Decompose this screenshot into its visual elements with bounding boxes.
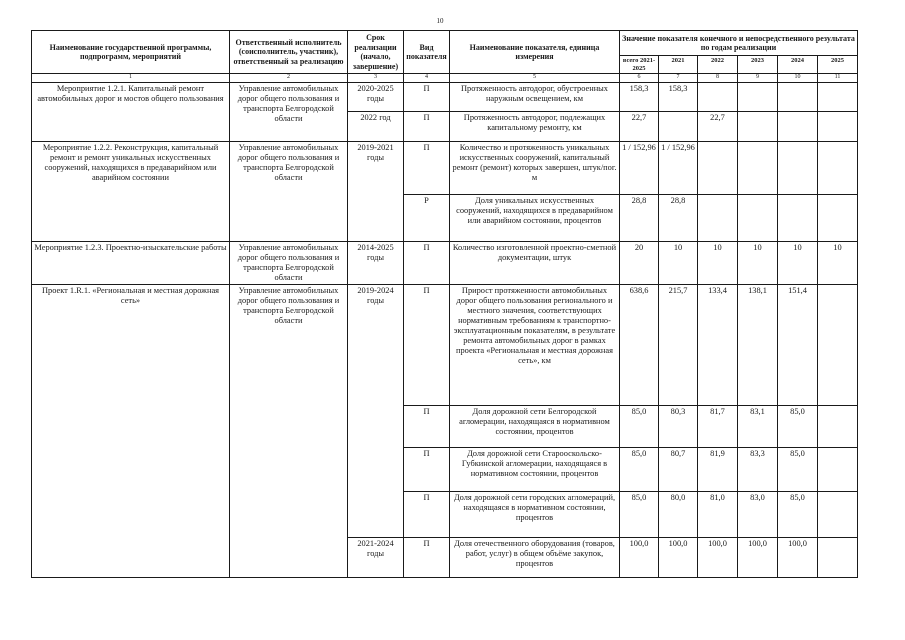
value-2021: 215,7 (659, 285, 698, 406)
value-2025 (818, 142, 858, 195)
value-2022: 10 (698, 242, 738, 285)
value-2023: 10 (738, 242, 778, 285)
value-2022: 22,7 (698, 112, 738, 142)
indicator-name-cell: Количество изготовленной проектно-сметной документации, штук (450, 242, 620, 285)
indicator-type-cell: П (404, 285, 450, 406)
period-cell: 2019-2024 годы (348, 285, 404, 538)
header-year-total: всего 2021-2025 (620, 56, 659, 74)
responsible-cell: Управление автомобильных дорог общего пользования и транспорта Белгородской области (230, 242, 348, 285)
column-numbers-row (32, 74, 858, 83)
value-2021: 28,8 (659, 195, 698, 242)
column-number: 1 (32, 74, 230, 83)
value-2024: 85,0 (778, 448, 818, 492)
value-2021: 10 (659, 242, 698, 285)
value-2022: 81,9 (698, 448, 738, 492)
value-2023 (738, 83, 778, 112)
header-type: Вид показателя (404, 31, 450, 74)
value-2025 (818, 448, 858, 492)
header-year-2023: 2023 (738, 56, 778, 74)
value-2024 (778, 142, 818, 195)
value-2021 (659, 112, 698, 142)
value-2021: 158,3 (659, 83, 698, 112)
value-2025: 10 (818, 242, 858, 285)
value-2025 (818, 112, 858, 142)
value-2022: 81,0 (698, 492, 738, 538)
period-cell: 2019-2021 годы (348, 142, 404, 242)
value-2023: 138,1 (738, 285, 778, 406)
indicator-type-cell: П (404, 448, 450, 492)
value-2023: 83,0 (738, 492, 778, 538)
indicator-type-cell: П (404, 112, 450, 142)
header-indicator: Наименование показателя, единица измерения (450, 31, 620, 74)
indicator-type-cell: П (404, 242, 450, 285)
value-2023: 83,3 (738, 448, 778, 492)
header-values-group: Значение показателя конечного и непосредственного результата по годам реализации (620, 31, 858, 56)
table-header-row (32, 31, 858, 56)
value-2025 (818, 195, 858, 242)
value-2024 (778, 195, 818, 242)
responsible-cell: Управление автомобильных дорог общего пользования и транспорта Белгородской области (230, 83, 348, 142)
value-2025 (818, 538, 858, 578)
value-2023: 83,1 (738, 406, 778, 448)
program-name-cell: Мероприятие 1.2.3. Проектно-изыскательские работы (32, 242, 230, 285)
indicator-type-cell: П (404, 406, 450, 448)
value-2024: 151,4 (778, 285, 818, 406)
value-2021: 80,3 (659, 406, 698, 448)
value-2024: 10 (778, 242, 818, 285)
value-total: 22,7 (620, 112, 659, 142)
value-2022 (698, 142, 738, 195)
value-2021: 100,0 (659, 538, 698, 578)
value-2025 (818, 285, 858, 406)
value-2025 (818, 83, 858, 112)
header-year-2021: 2021 (659, 56, 698, 74)
column-number: 2 (230, 74, 348, 83)
indicator-type-cell: П (404, 538, 450, 578)
header-name: Наименование государственной программы, подпрограмм, мероприятий (32, 31, 230, 74)
value-total: 100,0 (620, 538, 659, 578)
indicator-name-cell: Доля уникальных искусственных сооружений, находящихся в предаварийном или аварийном состоянии, процентов (450, 195, 620, 242)
period-cell: 2022 год (348, 112, 404, 142)
value-total: 638,6 (620, 285, 659, 406)
indicator-name-cell: Доля дорожной сети Старооскольско-Губкинской агломерации, находящаяся в нормативном состоянии, процентов (450, 448, 620, 492)
value-2021: 80,7 (659, 448, 698, 492)
header-responsible: Ответственный исполнитель (соисполнитель, участник), ответственный за реализацию (230, 31, 348, 74)
value-total: 20 (620, 242, 659, 285)
table-row (32, 285, 858, 406)
value-total: 85,0 (620, 448, 659, 492)
indicator-type-cell: П (404, 83, 450, 112)
indicator-table (31, 30, 858, 578)
value-2022 (698, 83, 738, 112)
indicator-name-cell: Доля отечественного оборудования (товаров, работ, услуг) в общем объёме закупок, процентов (450, 538, 620, 578)
indicator-name-cell: Протяженность автодорог, подлежащих капитальному ремонту, км (450, 112, 620, 142)
table-row (32, 242, 858, 285)
table-row (32, 142, 858, 195)
value-2022 (698, 195, 738, 242)
indicator-name-cell: Доля дорожной сети Белгородской агломерации, находящаяся в нормативном состоянии, процентов (450, 406, 620, 448)
period-cell: 2014-2025 годы (348, 242, 404, 285)
value-total: 1 / 152,96 (620, 142, 659, 195)
indicator-name-cell: Доля дорожной сети городских агломераций, находящаяся в нормативном состоянии, процентов (450, 492, 620, 538)
responsible-cell: Управление автомобильных дорог общего пользования и транспорта Белгородской области (230, 285, 348, 578)
table-row (32, 83, 858, 112)
value-total: 28,8 (620, 195, 659, 242)
indicator-name-cell: Прирост протяженности автомобильных дорог общего пользования регионального и местного значения, соответствующих нормативным требованиям к транспортно-эксплуатационным показателям, в результате ремонта автомобильных дорог в рамках проекта «Региональная и местная дорожная сеть», км (450, 285, 620, 406)
column-number: 6 (620, 74, 659, 83)
value-total: 85,0 (620, 406, 659, 448)
header-period: Срок реализации (начало, завершение) (348, 31, 404, 74)
column-number: 10 (778, 74, 818, 83)
indicator-name-cell: Протяженность автодорог, обустроенных наружным освещением, км (450, 83, 620, 112)
value-2024: 100,0 (778, 538, 818, 578)
value-2022: 81,7 (698, 406, 738, 448)
column-number: 9 (738, 74, 778, 83)
column-number: 7 (659, 74, 698, 83)
indicator-type-cell: Р (404, 195, 450, 242)
value-2025 (818, 406, 858, 448)
value-2023: 100,0 (738, 538, 778, 578)
value-2024 (778, 83, 818, 112)
value-2024: 85,0 (778, 492, 818, 538)
value-2021: 1 / 152,96 (659, 142, 698, 195)
value-2023 (738, 112, 778, 142)
value-total: 85,0 (620, 492, 659, 538)
column-number: 4 (404, 74, 450, 83)
indicator-type-cell: П (404, 492, 450, 538)
period-cell: 2020-2025 годы (348, 83, 404, 112)
responsible-cell: Управление автомобильных дорог общего пользования и транспорта Белгородской области (230, 142, 348, 242)
value-2022: 133,4 (698, 285, 738, 406)
value-2024: 85,0 (778, 406, 818, 448)
period-cell: 2021-2024 годы (348, 538, 404, 578)
value-2021: 80,0 (659, 492, 698, 538)
value-total: 158,3 (620, 83, 659, 112)
header-year-2024: 2024 (778, 56, 818, 74)
value-2025 (818, 492, 858, 538)
project-name-cell: Проект 1.R.1. «Региональная и местная дорожная сеть» (32, 285, 230, 578)
header-year-2025: 2025 (818, 56, 858, 74)
value-2022: 100,0 (698, 538, 738, 578)
page-number: 10 (436, 17, 444, 25)
column-number: 11 (818, 74, 858, 83)
indicator-type-cell: П (404, 142, 450, 195)
column-number: 3 (348, 74, 404, 83)
column-number: 8 (698, 74, 738, 83)
value-2024 (778, 112, 818, 142)
program-name-cell: Мероприятие 1.2.2. Реконструкция, капитальный ремонт и ремонт уникальных искусственных сооружений, находящихся в предаварийном или аварийном состоянии (32, 142, 230, 242)
indicator-name-cell: Количество и протяженность уникальных искусственных сооружений, капитальный ремонт (ремонт) которых завершен, штук/пог. м (450, 142, 620, 195)
header-year-2022: 2022 (698, 56, 738, 74)
value-2023 (738, 195, 778, 242)
value-2023 (738, 142, 778, 195)
program-name-cell: Мероприятие 1.2.1. Капитальный ремонт автомобильных дорог и мостов общего пользования (32, 83, 230, 142)
column-number: 5 (450, 74, 620, 83)
